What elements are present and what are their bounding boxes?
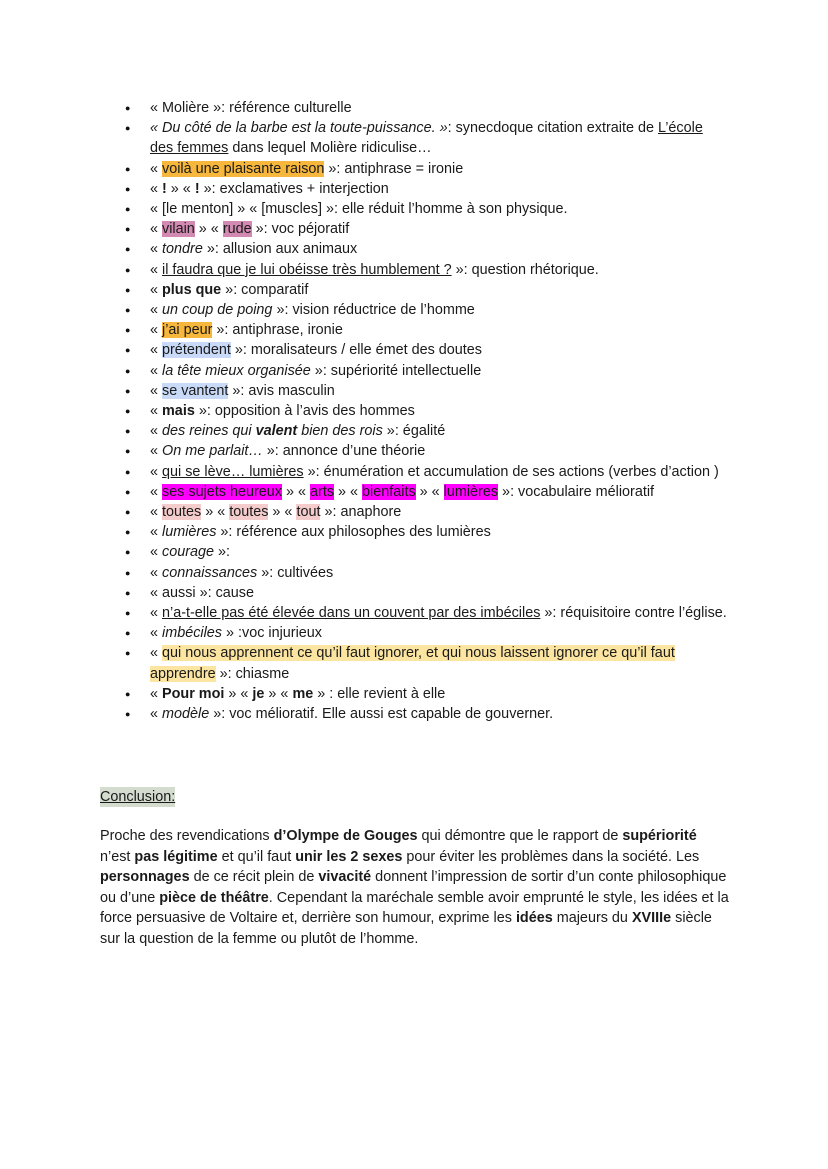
text-segment: »: voc péjoratif	[251, 221, 350, 238]
bullet-item	[0, 603, 828, 623]
bullet-item	[0, 260, 828, 280]
text-segment: «	[150, 241, 163, 258]
styled-text-segment: L’école des femmes	[150, 120, 703, 157]
text-segment: » «	[415, 483, 444, 500]
bullet-item	[0, 583, 828, 603]
text-segment: «	[150, 382, 163, 399]
text-segment: »: égalité	[382, 423, 446, 440]
bullet-item	[0, 300, 828, 320]
text-segment: » «	[268, 504, 297, 521]
text-segment: »: voc mélioratif. Elle aussi est capable de gouverner.	[209, 706, 554, 723]
bullet-item	[0, 320, 828, 340]
styled-text-segment: un coup de poing	[162, 302, 273, 319]
analysis-bullet-list	[0, 98, 828, 724]
text-segment: donnent l’impression de sortir d’un conte philosophique ou d’une	[100, 869, 727, 906]
text-segment: «	[150, 564, 163, 581]
text-segment: majeurs du	[552, 910, 632, 926]
text-segment: » «	[194, 221, 223, 238]
text-segment: »: cultivées	[257, 564, 334, 581]
text-segment: » «	[224, 685, 253, 702]
text-segment: pour éviter les problèmes dans la société. Les	[402, 848, 700, 865]
text-segment: n’est	[100, 848, 135, 865]
text-segment: «	[150, 160, 163, 177]
styled-text-segment: je	[252, 685, 265, 702]
styled-text-segment: connaissances	[162, 564, 258, 581]
text-segment: »: chiasme	[215, 665, 290, 682]
text-segment: « [le menton] » « [muscles] »: elle réduit l’homme à son physique.	[150, 201, 568, 218]
styled-text-segment: qui nous apprennent ce qu’il faut ignorer, et qui nous laissent ignorer ce qu’il faut apprendre	[150, 645, 675, 682]
styled-text-segment: il faudra que je lui obéisse très humblement ?	[162, 261, 452, 278]
styled-text-segment: !	[194, 180, 200, 197]
styled-text-segment: courage	[162, 544, 215, 561]
text-segment: »: réquisitoire contre l’église.	[540, 605, 727, 622]
text-segment: »: comparatif	[221, 281, 309, 298]
bullet-item	[0, 542, 828, 562]
text-segment: . Cependant la maréchale semble avoir emprunté le style, les idées et la force persuasive de Voltaire et, derrière son humour, exprime les	[100, 889, 729, 926]
styled-text-segment: arts	[310, 483, 335, 500]
text-segment: » «	[264, 685, 293, 702]
text-segment: et qu’il faut	[217, 848, 296, 865]
styled-text-segment: prétendent	[162, 342, 231, 359]
bullet-item	[0, 684, 828, 704]
styled-text-segment: imbéciles	[162, 625, 222, 642]
styled-text-segment: toutes	[229, 504, 269, 521]
bullet-item	[0, 118, 828, 158]
text-segment: » «	[166, 180, 195, 197]
text-segment: «	[150, 362, 163, 379]
text-segment: » :voc injurieux	[222, 625, 322, 642]
text-segment: «	[150, 544, 163, 561]
bullet-item	[0, 421, 828, 441]
bullet-item	[0, 462, 828, 482]
bullet-item	[0, 361, 828, 381]
styled-text-segment: supériorité	[622, 828, 697, 844]
text-segment: : synecdoque citation extraite de	[447, 120, 659, 137]
text-segment: «	[150, 463, 163, 480]
text-segment: » «	[334, 483, 363, 500]
conclusion-paragraph	[100, 826, 730, 949]
bullet-item	[0, 98, 828, 118]
bullet-item	[0, 643, 828, 683]
styled-text-segment: j’ai peur	[162, 322, 213, 339]
text-segment: »: annonce d’une théorie	[262, 443, 426, 460]
text-segment: qui démontre que le rapport de	[417, 828, 623, 844]
text-segment: »: vision réductrice de l’homme	[272, 302, 475, 319]
bullet-item	[0, 704, 828, 724]
conclusion-heading: Conclusion:	[100, 789, 176, 805]
text-segment: «	[150, 504, 163, 521]
text-segment: » «	[282, 483, 311, 500]
bullet-item	[0, 280, 828, 300]
styled-text-segment: vilain	[162, 221, 195, 238]
styled-text-segment: qui se lève… lumières	[162, 463, 304, 480]
text-segment: « Molière »: référence culturelle	[150, 100, 352, 116]
text-segment: «	[150, 302, 163, 319]
styled-text-segment: valent	[255, 423, 298, 440]
text-segment: «	[150, 645, 163, 662]
bullet-item	[0, 340, 828, 360]
bullet-item	[0, 482, 828, 502]
text-segment: )	[713, 463, 719, 480]
styled-text-segment: pièce de théâtre	[159, 889, 269, 906]
text-segment: »: antiphrase = ironie	[324, 160, 464, 177]
text-segment: »: question rhétorique.	[451, 261, 599, 278]
text-segment: «	[150, 221, 163, 238]
styled-text-segment: idées	[515, 910, 553, 926]
text-segment: «	[150, 706, 163, 723]
styled-text-segment: On me parlait…	[162, 443, 263, 460]
styled-text-segment: me	[292, 685, 314, 702]
styled-text-segment: tout	[296, 504, 321, 521]
styled-text-segment: lumières	[443, 483, 499, 500]
text-segment: »: énumération et accumulation de ses actions (verbes d’action	[303, 463, 714, 480]
text-segment: »: allusion aux animaux	[202, 241, 358, 258]
styled-text-segment: personnages	[100, 869, 190, 885]
styled-text-segment: des reines qui	[162, 423, 256, 440]
bullet-item	[0, 401, 828, 421]
text-segment: «	[150, 403, 163, 420]
styled-text-segment: lumières	[162, 524, 217, 541]
text-segment: »: référence aux philosophes des lumières	[216, 524, 491, 541]
text-segment: «	[150, 342, 163, 359]
bullet-item	[0, 563, 828, 583]
bullet-item	[0, 522, 828, 542]
text-segment: siècle sur la question de la femme ou plutôt de l’homme.	[100, 910, 712, 947]
bullet-item	[0, 239, 828, 259]
bullet-item	[0, 219, 828, 239]
text-segment: »: moralisateurs / elle émet des doutes	[230, 342, 482, 359]
text-segment: «	[150, 685, 163, 702]
text-segment: «	[150, 625, 163, 642]
bullet-item	[0, 623, 828, 643]
text-segment: »:	[214, 544, 231, 561]
bullet-item	[0, 441, 828, 461]
text-segment: »: antiphrase, ironie	[212, 322, 343, 339]
text-segment: »: opposition à l’avis des hommes	[194, 403, 415, 420]
styled-text-segment: pas légitime	[134, 848, 218, 865]
styled-text-segment: d’Olympe de Gouges	[273, 828, 418, 844]
text-segment: «	[150, 261, 163, 278]
styled-text-segment: n’a-t-elle pas été élevée dans un couvent par des imbéciles	[162, 605, 541, 622]
styled-text-segment: unir les 2 sexes	[295, 848, 403, 865]
text-segment: «	[150, 281, 163, 298]
text-segment: »: anaphore	[320, 504, 402, 521]
text-segment: « aussi »: cause	[150, 584, 254, 601]
styled-text-segment: rude	[222, 221, 252, 238]
text-segment: «	[150, 443, 163, 460]
text-segment: «	[150, 483, 163, 500]
styled-text-segment: XVIIIe	[631, 910, 672, 926]
bullet-item	[0, 159, 828, 179]
text-segment: de ce récit plein de	[189, 869, 319, 885]
styled-text-segment: Pour moi	[162, 685, 225, 702]
text-segment: «	[150, 605, 163, 622]
text-segment: »: vocabulaire mélioratif	[498, 483, 655, 500]
styled-text-segment: « Du côté de la barbe est la toute-puissance. »	[150, 120, 448, 137]
styled-text-segment: voilà une plaisante raison	[162, 160, 325, 177]
bullet-item	[0, 199, 828, 219]
styled-text-segment: vivacité	[318, 869, 372, 885]
styled-text-segment: bien des rois	[297, 423, 383, 440]
text-segment: «	[150, 180, 163, 197]
bullet-item	[0, 381, 828, 401]
styled-text-segment: modèle	[162, 706, 210, 723]
text-segment: » : elle revient à elle	[313, 685, 446, 702]
text-segment: »: avis masculin	[228, 382, 335, 399]
styled-text-segment: !	[162, 180, 167, 197]
styled-text-segment: mais	[162, 403, 195, 420]
styled-text-segment: ses sujets heureux	[162, 483, 283, 500]
bullet-item	[0, 502, 828, 522]
text-segment: «	[150, 322, 163, 339]
styled-text-segment: plus que	[162, 281, 222, 298]
text-segment: Proche des revendications	[100, 828, 274, 844]
bullet-item	[0, 179, 828, 199]
text-segment: dans lequel Molière ridiculise…	[228, 140, 432, 157]
styled-text-segment: toutes	[162, 504, 202, 521]
styled-text-segment: bienfaits	[362, 483, 416, 500]
styled-text-segment: se vantent	[162, 382, 229, 399]
text-segment: »: exclamatives + interjection	[199, 180, 389, 197]
text-segment: » «	[201, 504, 230, 521]
text-segment: «	[150, 524, 163, 541]
styled-text-segment: la tête mieux organisée	[162, 362, 311, 379]
styled-text-segment: tondre	[162, 241, 203, 258]
text-segment: »: supériorité intellectuelle	[310, 362, 482, 379]
text-segment: «	[150, 423, 163, 440]
